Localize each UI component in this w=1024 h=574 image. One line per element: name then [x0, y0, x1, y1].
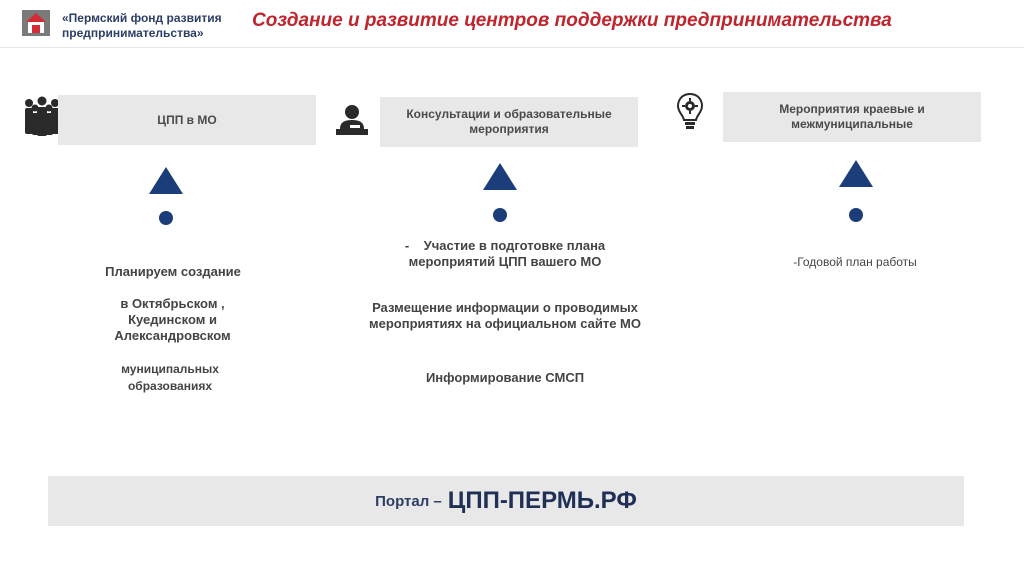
bullet-dot: [159, 211, 173, 225]
districts-text: в Октябрьском , Куединском и Александровском: [114, 296, 231, 343]
box-cpp-in-mo: [58, 95, 316, 145]
bullet-dot: [493, 208, 507, 222]
box-regional-events: [723, 92, 981, 142]
header-divider: [0, 47, 1024, 48]
box-label: Консультации и образовательные мероприятия: [406, 107, 612, 136]
list-dash: -: [404, 238, 410, 253]
portal-link[interactable]: ЦПП-ПЕРМЬ.РФ: [447, 487, 637, 514]
box-label: ЦПП в МО: [157, 112, 217, 127]
list-item-text: Годовой план работы: [797, 255, 917, 269]
portal-label: Портал –: [375, 492, 442, 510]
list-item-text: мероприятий ЦПП вашего МО: [408, 254, 602, 269]
municipalities-text: муниципальных образованиях: [121, 362, 219, 393]
fund-logo-icon: [20, 8, 52, 38]
box-label: Мероприятия краевые и межмуниципальные: [779, 102, 925, 131]
up-triangle-icon: [149, 167, 183, 194]
consultant-desk-icon: [332, 103, 372, 144]
lightbulb-gear-icon: [676, 92, 704, 137]
up-triangle-icon: [839, 160, 873, 187]
portal-banner: [48, 476, 964, 526]
list-item: [370, 238, 640, 270]
page-title: Создание и развитие центров поддержки предпринимательства: [252, 10, 892, 31]
list-item: -Годовой план работы: [793, 255, 917, 269]
bullet-dot: [849, 208, 863, 222]
list-item: Размещение информации о проводимых мероприятиях на официальном сайте МО: [369, 300, 641, 331]
list-item: Информирование СМСП: [425, 370, 585, 385]
box-consultations: [380, 97, 638, 147]
list-item-text: Участие в подготовке плана: [423, 238, 606, 253]
up-triangle-icon: [483, 163, 517, 190]
plan-heading: Планируем создание: [105, 264, 241, 279]
list-item-line: [370, 238, 640, 254]
organization-name: «Пермский фонд развития предпринимательства»: [62, 11, 222, 40]
